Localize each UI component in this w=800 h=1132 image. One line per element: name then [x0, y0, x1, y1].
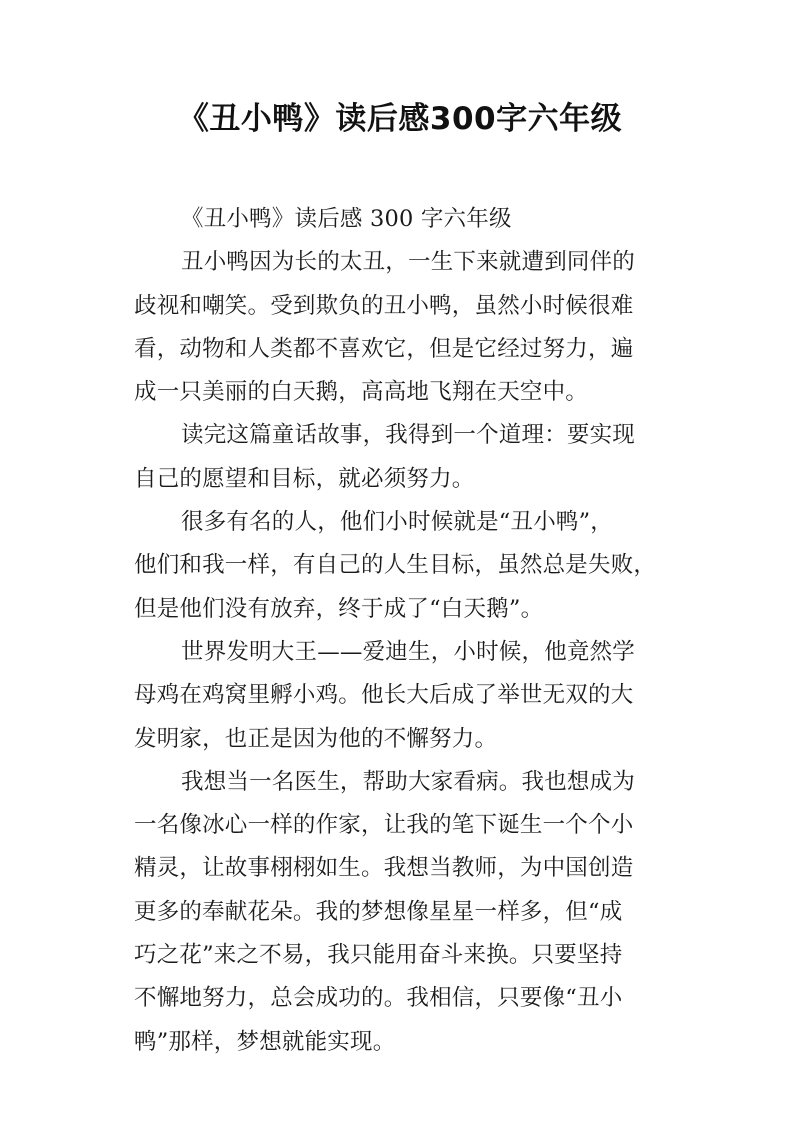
paragraph-line: 更多的奉献花朵。我的梦想像星星一样多，但“成: [134, 898, 623, 925]
paragraph-2: [134, 414, 674, 501]
paragraph-line: 读完这篇童话故事，我得到一个道理：要实现: [181, 422, 636, 449]
paragraph-line: 巧之花”来之不易，我只能用奋斗来换。只要坚持: [134, 942, 623, 969]
paragraph-line: 自己的愿望和目标，就必须努力。: [134, 465, 475, 492]
paragraph-line: 他们和我一样，有自己的人生目标，虽然总是失败，: [134, 552, 657, 579]
paragraph-5: [134, 761, 674, 1064]
paragraph-line: 母鸡在鸡窝里孵小鸡。他长大后成了举世无双的大: [134, 682, 634, 709]
paragraph-line: 不懈地努力，总会成功的。我相信，只要像“丑小: [134, 985, 623, 1012]
paragraph-line: 一名像冰心一样的作家，让我的笔下诞生一个个小: [134, 812, 634, 839]
paragraph-line: 发明家，也正是因为他的不懈努力。: [134, 725, 498, 752]
document-title: 《丑小鸭》读后感300字六年级: [177, 101, 623, 137]
paragraph-line: 很多有名的人，他们小时候就是“丑小鸭”，: [181, 509, 614, 536]
paragraph-line: 歧视和嘲笑。受到欺负的丑小鸭，虽然小时候很难: [134, 292, 634, 319]
paragraph-line: 看，动物和人类都不喜欢它，但是它经过努力，遍: [134, 335, 634, 362]
paragraph-line: 鸭”那样，梦想就能实现。: [134, 1028, 396, 1055]
document-body: [134, 198, 674, 1064]
paragraph-4: [134, 631, 674, 761]
paragraph-line: 但是他们没有放弃，终于成了“白天鹅”。: [134, 595, 544, 622]
paragraph-line: 精灵，让故事栩栩如生。我想当教师，为中国创造: [134, 855, 634, 882]
paragraph-line: 丑小鸭因为长的太丑，一生下来就遭到同伴的: [181, 249, 636, 276]
paragraph-line: 我想当一名医生，帮助大家看病。我也想成为: [181, 768, 636, 795]
paragraph-3: [134, 501, 674, 631]
paragraph-line: 世界发明大王——爱迪生，小时候，他竟然学: [181, 638, 636, 665]
paragraph-1: [134, 241, 674, 414]
document-subtitle: 《丑小鸭》读后感 300 字六年级: [181, 206, 512, 232]
paragraph-line: 成一只美丽的白天鹅，高高地飞翔在天空中。: [134, 379, 589, 406]
